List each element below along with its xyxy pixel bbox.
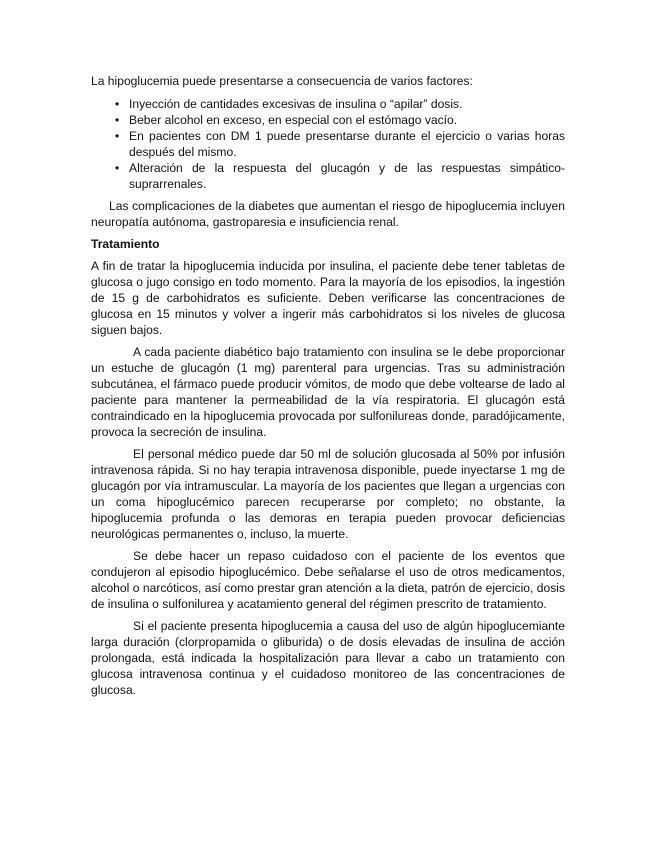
list-item: • Alteración de la respuesta del glucagón y de las respuestas simpático-suprarrenales. — [91, 160, 565, 192]
paragraph: A fin de tratar la hipoglucemia inducida por insulina, el paciente debe tener tabletas de glucosa o jugo consigo en todo momento. Para la mayoría de los episodios, la ingestión de 15 g de carbohidratos es suficiente. Deben verificarse las concentraciones de glucosa en 15 minutos y volver a ingerir más carbohidratos si los niveles de glucosa siguen bajos. — [91, 259, 565, 337]
paragraph: A cada paciente diabético bajo tratamiento con insulina se le debe proporcionar un estuche de glucagón (1 mg) parenteral para urgencias. Tras su administración subcutánea, el fármaco puede producir vómitos, de modo que debe voltearse de lado al paciente para mantener la permeabilidad de la vía respiratoria. El glucagón está contraindicado en la hipoglucemia provocada por sulfonilureas donde, paradójicamente, provoca la secreción de insulina. — [91, 345, 565, 439]
document-page — [91, 73, 565, 704]
list-item: • Beber alcohol en exceso, en especial con el estómago vacío. — [91, 112, 565, 128]
paragraph: El personal médico puede dar 50 ml de solución glucosada al 50% por infusión intravenosa rápida. Si no hay terapia intravenosa disponible, puede inyectarse 1 mg de glucagón por vía intramuscular. La mayoría de los pacientes que llegan a urgencias con un coma hipoglucémico parecen recuperarse por completo; no obstante, la hipoglucemia profunda o las demoras en terapia pueden provocar deficiencias neurológicas permanentes o, incluso, la muerte. — [91, 447, 565, 541]
paragraph: Se debe hacer un repaso cuidadoso con el paciente de los eventos que condujeron al episodio hipoglucémico. Debe señalarse el uso de otros medicamentos, alcohol o narcóticos, así como prestar gran atención a la dieta, patrón de ejercicio, dosis de insulina o sulfonilurea y acatamiento general del régimen prescrito de tratamiento. — [91, 549, 565, 611]
list-item: • En pacientes con DM 1 puede presentarse durante el ejercicio o varias horas después del mismo. — [91, 128, 565, 160]
complications-paragraph: Las complicaciones de la diabetes que aumentan el riesgo de hipoglucemia incluyen neuropatía autónoma, gastroparesia e insuficiencia renal. — [91, 199, 565, 229]
paragraph: Si el paciente presenta hipoglucemia a causa del uso de algún hipoglucemiante larga duración (clorpropamida o gliburida) o de dosis elevadas de insulina de acción prolongada, está indicada la hospitalización para llevar a cabo un tratamiento con glucosa intravenosa continua y el cuidadoso monitoreo de las concentraciones de glucosa. — [91, 619, 565, 697]
intro-text: La hipoglucemia puede presentarse a consecuencia de varios factores: — [91, 74, 473, 88]
list-item: • Inyección de cantidades excesivas de insulina o “apilar” dosis. — [91, 96, 565, 112]
section-heading: Tratamiento — [91, 237, 160, 251]
factors-list — [91, 96, 565, 192]
